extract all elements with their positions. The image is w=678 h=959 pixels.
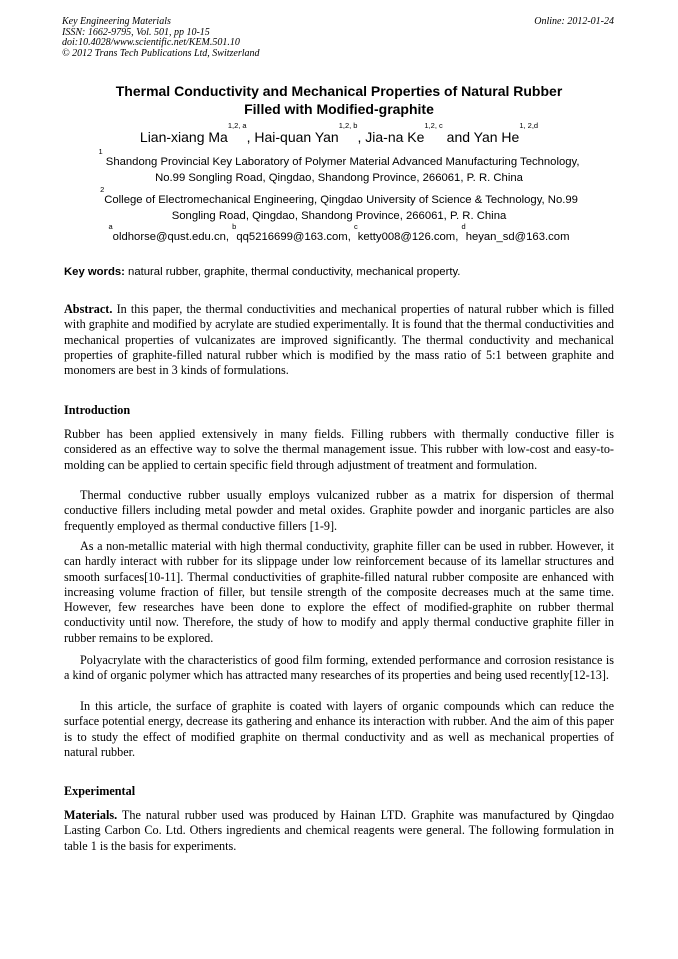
title-line-2: Filled with Modified-graphite xyxy=(244,101,434,117)
email-address[interactable]: qq5216699@163.com xyxy=(236,231,348,243)
keywords-text: natural rubber, graphite, thermal conductivity, mechanical property. xyxy=(124,266,461,278)
author-name: Jia-na Ke xyxy=(365,129,425,145)
materials-paragraph xyxy=(64,808,614,854)
affiliation-1 xyxy=(64,147,614,186)
materials-label: Materials. xyxy=(64,808,118,822)
author-sep: , xyxy=(246,129,255,145)
affiliation-2 xyxy=(64,185,614,224)
affiliation-num: 1 xyxy=(98,147,103,156)
issn: ISSN: 1662-9795, Vol. 501, pp 10-15 xyxy=(62,26,210,38)
section-heading-experimental: Experimental xyxy=(64,784,136,798)
email-sep: , xyxy=(225,231,233,243)
intro-paragraph-3: As a non-metallic material with high thermal conductivity, graphite filler can be used in rubber. However, it can hardly interact with rubber for its slippage under low reinforcement because of its lamellar structures and smooth surfaces[10-11]. Thermal conductivities of graphite-filled natural rubber composite are enhanced with increasing volume fraction of filler, but tensile strength of the composite decreases much at the same time. However, few researches have been done to explore the effect of modified-graphite on rubber thermal conductivity until now. Therefore, the study of how to modify and apply thermal conductive graphite filler in rubber remains to be explored. xyxy=(64,539,614,645)
intro-paragraph-4: Polyacrylate with the characteristics of good film forming, extended performance and corrosion resistance is a kind of organic polymer which has attracted many researches of its properties and being used recently[12-13]. xyxy=(64,653,614,683)
email-sup: a xyxy=(108,222,113,231)
email-address[interactable]: ketty008@126.com xyxy=(357,231,456,243)
author-sup: 1,2, c xyxy=(424,121,443,130)
abstract-label: Abstract. xyxy=(64,302,113,316)
online-date: Online: 2012-01-24 xyxy=(534,16,614,27)
author-sup: 1,2, a xyxy=(227,121,247,130)
author-name: Yan He xyxy=(473,129,520,145)
email-sep: , xyxy=(347,231,354,243)
intro-paragraph-1: Rubber has been applied extensively in many fields. Filling rubbers with thermally conductive filler is considered as an effective way to solve the thermal management issue. This rubber with low-cost and easy-to-molding can be applied to certain specific field through adjustment of treatment and formulation. xyxy=(64,427,614,472)
email-list xyxy=(64,222,614,245)
email-address[interactable]: heyan_sd@163.com xyxy=(465,231,570,243)
keywords-label: Key words: xyxy=(64,266,125,278)
author-list xyxy=(64,121,614,146)
keywords xyxy=(64,264,614,280)
copyright: © 2012 Trans Tech Publications Ltd, Switzerland xyxy=(62,47,260,59)
abstract xyxy=(64,302,614,378)
intro-paragraph-5: In this article, the surface of graphite is coated with layers of organic compounds which can reduce the surface potential energy, decrease its gathering and enhance its interaction with rubber. And the aim of this paper is to study the effect of modified graphite on thermal conductivity and as well as mechanical properties of natural rubber. xyxy=(64,699,614,759)
email-sup: c xyxy=(353,222,358,231)
abstract-text: In this paper, the thermal conductivities and mechanical properties of natural rubber which is filled with graphite and modified by acrylate are studied experimentally. It is found that the thermal conductivities and mechanical properties of vulcanizates are improved significantly. The thermal conductivity and mechanical properties of graphite-filled natural rubber which is modified by the mass ratio of 5:1 between graphite and monomers are best in 3 kinds of formulations. xyxy=(64,302,614,378)
journal-name: Key Engineering Materials xyxy=(62,16,171,27)
paper-title xyxy=(64,82,614,118)
section-heading-introduction: Introduction xyxy=(64,403,131,417)
affiliation-line: Songling Road, Qingdao, Shandong Province, 266061, P. R. China xyxy=(171,210,507,222)
intro-paragraph-2: Thermal conductive rubber usually employs vulcanized rubber as a matrix for dispersion of thermal conductive fillers including metal powder and metal oxides. Graphite powder and inorganic particles are also frequently employed as thermal conductive fillers [1-9]. xyxy=(64,488,614,533)
author-sep: and xyxy=(442,129,474,145)
author-sep: , xyxy=(357,129,366,145)
journal-header xyxy=(62,17,260,59)
doi: doi:10.4028/www.scientific.net/KEM.501.10 xyxy=(62,37,240,48)
affiliation-line: College of Electromechanical Engineering, Qingdao University of Science & Technology, No.99 xyxy=(104,194,578,206)
author-name: Hai-quan Yan xyxy=(254,129,339,145)
author-name: Lian-xiang Ma xyxy=(139,129,228,145)
email-sep: , xyxy=(455,231,462,243)
author-sup: 1,2, b xyxy=(338,121,358,130)
email-sup: b xyxy=(232,222,237,231)
affiliation-line: Shandong Provincial Key Laboratory of Polymer Material Advanced Manufacturing Technology, xyxy=(102,156,580,168)
affiliation-line: No.99 Songling Road, Qingdao, Shandong Province, 266061, P. R. China xyxy=(155,172,523,184)
affiliation-num: 2 xyxy=(100,185,105,194)
author-sup: 1, 2,d xyxy=(519,121,539,130)
email-address[interactable]: oldhorse@qust.edu.cn xyxy=(112,231,226,243)
materials-text: The natural rubber used was produced by Hainan LTD. Graphite was manufactured by Qingdao Lasting Carbon Co. Ltd. Others ingredients and chemical reagents were general. The following formulation in table 1 is the basis for experiments. xyxy=(64,808,614,853)
title-line-1: Thermal Conductivity and Mechanical Properties of Natural Rubber xyxy=(115,83,563,99)
email-sup: d xyxy=(461,222,466,231)
